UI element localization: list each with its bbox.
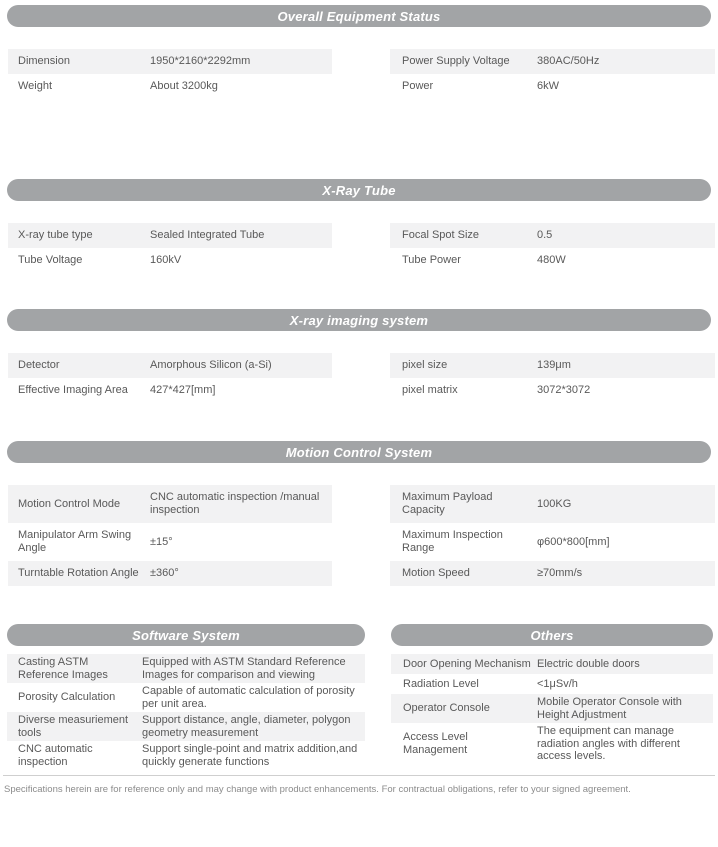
table-row	[390, 485, 715, 523]
spec-value: φ600*800[mm]	[537, 535, 610, 548]
section-title: X-Ray Tube	[322, 182, 396, 198]
section-title: Motion Control System	[285, 444, 433, 460]
software-table	[7, 654, 365, 770]
table-row	[390, 353, 715, 378]
section-header-overall-equipment-status	[7, 5, 711, 27]
spec-label: Porosity Calculation	[18, 691, 116, 704]
spec-value: 6kW	[537, 80, 559, 92]
spec-label: Motion Control Mode	[18, 497, 121, 510]
table-row	[8, 485, 332, 523]
footer-disclaimer: Specifications herein are for reference only and may change with product enhancements. For contractual obligations, refer to your signed agreement.	[4, 784, 631, 795]
spec-label: Detector	[18, 359, 60, 371]
spec-value: Electric double doors	[537, 657, 640, 670]
spec-value: 380AC/50Hz	[537, 55, 600, 67]
spec-label: Power Supply Voltage	[402, 55, 510, 67]
bottom-half-sections	[7, 624, 718, 770]
section-header-xray-tube	[7, 179, 711, 201]
spec-label: pixel size	[402, 359, 448, 371]
table-row	[391, 654, 713, 674]
table-row	[8, 378, 332, 403]
spec-label: CNC automatic inspection	[18, 743, 93, 768]
table-row	[391, 694, 713, 723]
table-row	[390, 523, 715, 561]
xray-tube-table-right	[390, 223, 715, 273]
table-row	[8, 561, 332, 586]
spec-label: Power	[402, 80, 434, 92]
table-row	[7, 741, 365, 770]
table-row	[390, 49, 715, 74]
section-title: Overall Equipment Status	[277, 8, 441, 24]
motion-table-right	[390, 485, 715, 586]
spec-sheet-page	[0, 5, 718, 847]
table-row	[390, 223, 715, 248]
spec-label: Tube Voltage	[18, 254, 83, 266]
spec-value: The equipment can manage radiation angles with different access levels.	[537, 725, 680, 762]
section-software-system	[7, 624, 365, 770]
spec-value: 100KG	[537, 497, 572, 510]
table-row	[390, 378, 715, 403]
spec-label: Weight	[18, 80, 53, 92]
spec-value: About 3200kg	[150, 80, 218, 92]
table-row	[8, 248, 332, 273]
spec-label: X-ray tube type	[18, 229, 93, 241]
spec-label: Tube Power	[402, 254, 461, 266]
table-row	[390, 248, 715, 273]
spec-value: Amorphous Silicon (a-Si)	[150, 359, 272, 371]
table-row	[8, 223, 332, 248]
section-header-others	[391, 624, 713, 646]
overall-table-right	[390, 49, 715, 99]
spec-value: ≥70mm/s	[537, 567, 583, 579]
spec-label: Focal Spot Size	[402, 229, 480, 241]
spec-value: 139μm	[537, 359, 571, 371]
section-xray-tube-tables	[8, 223, 718, 273]
spec-value: ±15°	[150, 535, 173, 548]
section-title: Software System	[132, 627, 240, 643]
spec-label: Access Level Management	[403, 731, 468, 756]
spec-value: Capable of automatic calculation of porosity per unit area.	[142, 685, 355, 710]
imaging-table-right	[390, 353, 715, 403]
spec-label: Maximum Inspection Range	[402, 529, 503, 554]
spec-value: Mobile Operator Console with Height Adjustment	[537, 696, 682, 721]
spec-value: Equipped with ASTM Standard Reference Images for comparison and viewing	[142, 656, 346, 681]
spec-value: Support distance, angle, diameter, polygon geometry measurement	[142, 714, 351, 739]
spec-label: Casting ASTM Reference Images	[18, 656, 108, 681]
spec-label: Dimension	[18, 55, 70, 67]
spec-label: Manipulator Arm Swing Angle	[18, 529, 132, 554]
table-row	[8, 353, 332, 378]
spec-label: Radiation Level	[403, 677, 479, 690]
spec-label: Motion Speed	[402, 567, 470, 579]
spec-label: Effective Imaging Area	[18, 384, 128, 396]
table-row	[8, 49, 332, 74]
table-row	[7, 712, 365, 741]
table-row	[391, 723, 713, 765]
section-title: Others	[530, 627, 574, 643]
spec-label: Door Opening Mechanism	[403, 657, 531, 670]
overall-table-left	[8, 49, 332, 99]
section-overall-tables	[8, 49, 718, 99]
spec-value: Support single-point and matrix addition,and quickly generate functions	[142, 743, 358, 768]
spec-label: Diverse measuriement tools	[18, 714, 129, 739]
section-imaging-tables	[8, 353, 718, 403]
xray-tube-table-left	[8, 223, 332, 273]
section-header-software-system	[7, 624, 365, 646]
spec-label: Maximum Payload Capacity	[402, 491, 493, 516]
table-row	[390, 74, 715, 99]
section-motion-tables	[8, 485, 718, 586]
spec-value: Sealed Integrated Tube	[150, 229, 265, 241]
spec-value: 0.5	[537, 229, 553, 241]
table-row	[8, 74, 332, 99]
spec-label: Operator Console	[403, 702, 490, 715]
section-header-xray-imaging-system	[7, 309, 711, 331]
section-header-motion-control-system	[7, 441, 711, 463]
imaging-table-left	[8, 353, 332, 403]
spec-value: ±360°	[150, 567, 179, 579]
table-row	[390, 561, 715, 586]
table-row	[8, 523, 332, 561]
spec-value: <1μSv/h	[537, 677, 578, 690]
spec-value: 480W	[537, 254, 566, 266]
spec-value: 3072*3072	[537, 384, 591, 396]
spec-value: 160kV	[150, 254, 182, 266]
spec-label: Turntable Rotation Angle	[18, 567, 139, 579]
others-table	[391, 654, 713, 765]
footer-divider	[3, 775, 715, 776]
motion-table-left	[8, 485, 332, 586]
table-row	[391, 674, 713, 694]
table-row	[7, 654, 365, 683]
spec-label: pixel matrix	[402, 384, 458, 396]
spec-value: 1950*2160*2292mm	[150, 55, 251, 67]
spec-value: 427*427[mm]	[150, 384, 216, 396]
spec-value: CNC automatic inspection /manual inspection	[150, 491, 320, 516]
section-title: X-ray imaging system	[289, 312, 429, 328]
table-row	[7, 683, 365, 712]
section-others	[391, 624, 713, 765]
